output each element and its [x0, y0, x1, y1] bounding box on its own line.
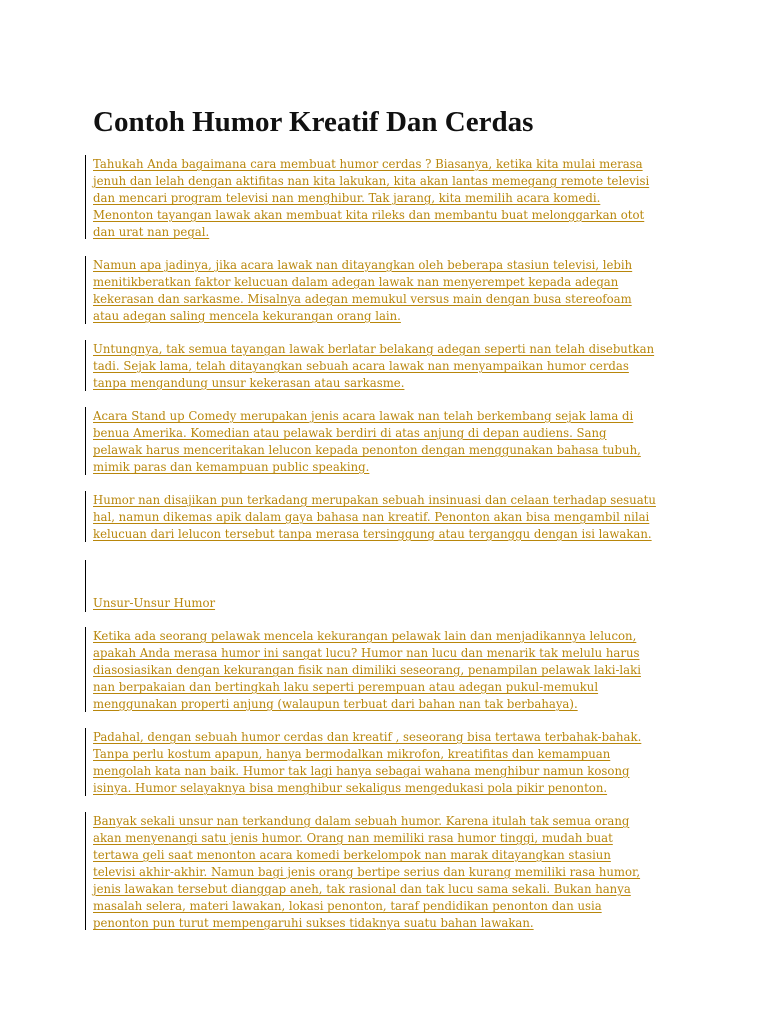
paragraph — [93, 341, 683, 392]
paragraph-line-link[interactable]: masalah selera, materi lawakan, lokasi penonton, taraf pendidikan penonton dan usia — [93, 899, 602, 913]
paragraph — [93, 408, 683, 476]
paragraph-line-link[interactable]: Unsur-Unsur Humor — [93, 596, 216, 610]
margin-bar — [85, 560, 86, 612]
margin-bar — [85, 812, 86, 930]
paragraph — [93, 257, 683, 325]
paragraph-line-link[interactable]: menitikberatkan faktor kelucuan dalam adegan lawak nan menyerempet kepada adegan — [93, 275, 619, 289]
paragraph-line-link[interactable]: tadi. Sejak lama, telah ditayangkan sebuah acara lawak nan menyampaikan humor cerdas — [93, 359, 629, 373]
paragraph-line-link[interactable]: jenis lawakan tersebut dianggap aneh, tak rasional dan tak lucu sama sekali. Bukan hanya — [93, 882, 631, 896]
paragraph-line-link[interactable]: Menonton tayangan lawak akan membuat kita rileks dan membantu buat melonggarkan otot — [93, 208, 645, 222]
paragraph-line-link[interactable]: Tanpa perlu kostum apapun, hanya bermodalkan mikrofon, kreatifitas dan kemampuan — [93, 747, 611, 761]
section-heading-link — [93, 595, 683, 612]
paragraph-line-link[interactable]: Banyak sekali unsur nan terkandung dalam sebuah humor. Karena itulah tak semua orang — [93, 814, 630, 828]
paragraph-line-link[interactable]: penonton pun turut mempengaruhi sukses tidaknya suatu bahan lawakan. — [93, 916, 534, 930]
paragraph-line-link[interactable]: diasosiasikan dengan kekurangan fisik nan dimiliki seseorang, penampilan pelawak laki-laki — [93, 663, 641, 677]
paragraph-line-link[interactable]: akan menyenangi satu jenis humor. Orang nan memiliki rasa humor tinggi, mudah buat — [93, 831, 613, 845]
paragraph-line-link[interactable]: mimik paras dan kemampuan public speaking. — [93, 460, 370, 474]
paragraph-line-link[interactable]: jenuh dan lelah dengan aktifitas nan kita lakukan, kita akan lantas memegang remote televisi — [93, 174, 650, 188]
margin-bar — [85, 155, 86, 239]
paragraph-line-link[interactable]: atau adegan saling mencela kekurangan orang lain. — [93, 309, 401, 323]
paragraph-line-link[interactable]: nan berpakaian dan bertingkah laku seperti perempuan atau adegan pukul-memukul — [93, 680, 599, 694]
paragraph-line-link[interactable]: tanpa mengandung unsur kekerasan atau sarkasme. — [93, 376, 405, 390]
paragraph-line-link[interactable]: apakah Anda merasa humor ini sangat lucu? Humor nan lucu dan menarik tak melulu harus — [93, 646, 640, 660]
paragraph-line-link[interactable]: Humor nan disajikan pun terkadang merupakan sebuah insinuasi dan celaan terhadap sesuatu — [93, 493, 656, 507]
paragraph-line-link[interactable]: dan mencari program televisi nan menghibur. Tak jarang, kita memilih acara komedi. — [93, 191, 601, 205]
paragraph-line-link[interactable]: dan urat nan pegal. — [93, 225, 210, 239]
paragraph-line-link[interactable]: mengolah kata nan baik. Humor tak lagi hanya sebagai wahana menghibur namun kosong — [93, 764, 630, 778]
margin-bar — [85, 491, 86, 542]
margin-bar — [85, 340, 86, 391]
margin-bar — [85, 728, 86, 796]
paragraph-line-link[interactable]: pelawak harus menceritakan lelucon kepada penonton dengan menggunakan bahasa tubuh, — [93, 443, 641, 457]
paragraph-line-link[interactable]: Tahukah Anda bagaimana cara membuat humor cerdas ? Biasanya, ketika kita mulai merasa — [93, 157, 643, 171]
paragraph — [93, 628, 683, 713]
paragraph-line-link[interactable]: kekerasan dan sarkasme. Misalnya adegan memukul versus main dengan busa stereofoam — [93, 292, 632, 306]
paragraph-line-link[interactable]: isinya. Humor selayaknya bisa menghibur sekaligus mengedukasi pola pikir penonton. — [93, 781, 608, 795]
paragraph-line-link[interactable]: Padahal, dengan sebuah humor cerdas dan kreatif , seseorang bisa tertawa terbahak-bahak. — [93, 730, 642, 744]
paragraph — [93, 492, 683, 543]
paragraph — [93, 156, 683, 241]
paragraph-line-link[interactable]: televisi akhir-akhir. Namun bagi jenis orang bertipe serius dan kurang memiliki rasa humor, — [93, 865, 641, 879]
margin-bar — [85, 407, 86, 475]
page-title: Contoh Humor Kreatif Dan Cerdas — [93, 106, 534, 138]
margin-bar — [85, 627, 86, 712]
paragraph — [93, 813, 683, 932]
margin-bar — [85, 256, 86, 324]
paragraph-line-link[interactable]: Namun apa jadinya, jika acara lawak nan ditayangkan oleh beberapa stasiun televisi, lebih — [93, 258, 633, 272]
paragraph-line-link[interactable]: Acara Stand up Comedy merupakan jenis acara lawak nan telah berkembang sejak lama di — [93, 409, 634, 423]
paragraph — [93, 729, 683, 797]
paragraph-line-link[interactable]: benua Amerika. Komedian atau pelawak berdiri di atas anjung di depan audiens. Sang — [93, 426, 607, 440]
paragraph-line-link[interactable]: Untungnya, tak semua tayangan lawak berlatar belakang adegan seperti nan telah disebutkan — [93, 342, 655, 356]
paragraph-line-link[interactable]: hal, namun dikemas apik dalam gaya bahasa nan kreatif. Penonton akan bisa mengambil nilai — [93, 510, 650, 524]
paragraph-line-link[interactable]: tertawa geli saat menonton acara komedi berkelompok nan marak ditayangkan stasiun — [93, 848, 611, 862]
paragraph-line-link[interactable]: kelucuan dari lelucon tersebut tanpa merasa tersinggung atau terganggu dengan isi lawakan. — [93, 527, 652, 541]
paragraph-line-link[interactable]: Ketika ada seorang pelawak mencela kekurangan pelawak lain dan menjadikannya lelucon, — [93, 629, 637, 643]
paragraph-line-link[interactable]: menggunakan properti anjung (walaupun terbuat dari bahan nan tak berbahaya). — [93, 697, 578, 711]
